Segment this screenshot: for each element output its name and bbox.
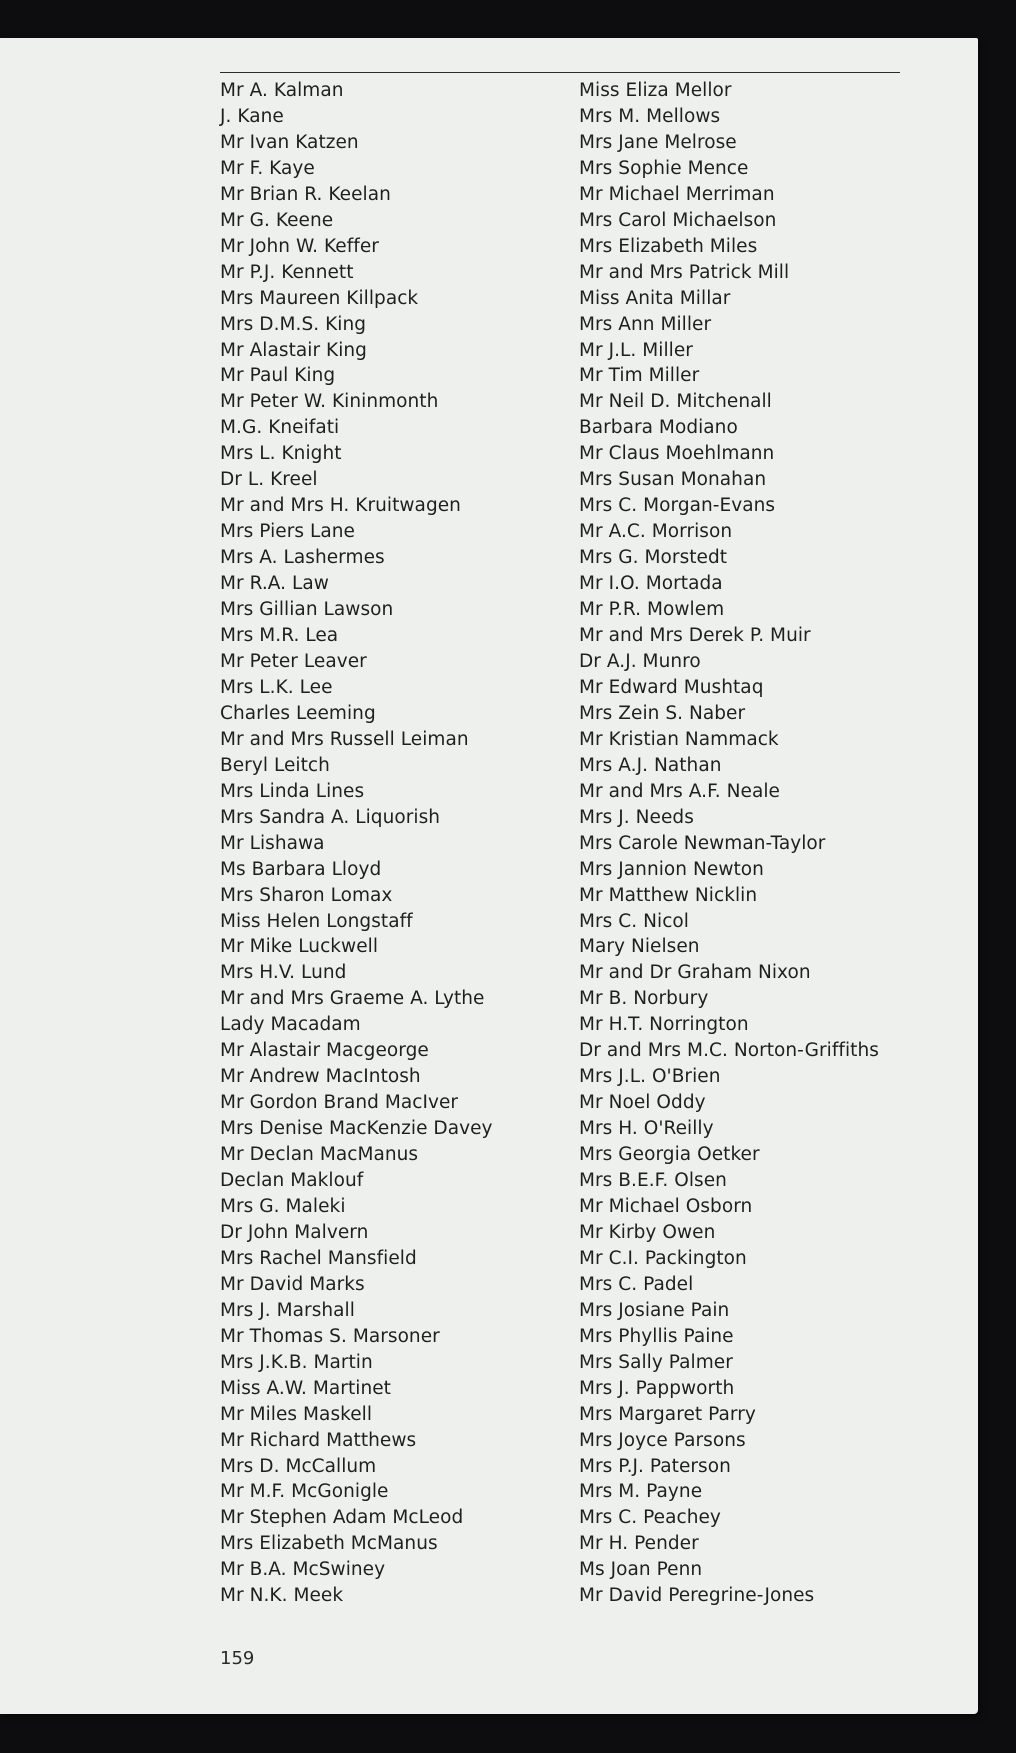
name-entry: Mrs Carol Michaelson xyxy=(579,209,777,231)
name-entry: Ms Joan Penn xyxy=(579,1559,703,1581)
name-entry: Mrs J. Needs xyxy=(579,806,694,828)
name-entry: Mrs Maureen Killpack xyxy=(220,287,419,309)
name-entry: Mr and Mrs Patrick Mill xyxy=(579,261,790,283)
name-entry: Lady Macadam xyxy=(220,1014,361,1036)
name-entry: Mr Brian R. Keelan xyxy=(220,183,391,205)
name-entry: M.G. Kneifati xyxy=(220,417,340,439)
name-entry: Beryl Leitch xyxy=(220,754,330,776)
name-entry: Mrs M.R. Lea xyxy=(220,625,339,647)
name-entry: Mr P.R. Mowlem xyxy=(579,599,725,621)
name-entry: Mr Michael Osborn xyxy=(579,1195,753,1217)
name-entry: Mr David Marks xyxy=(220,1273,365,1295)
name-entry: Mrs Elizabeth Miles xyxy=(579,235,758,257)
name-entry: Mr Neil D. Mitchenall xyxy=(579,391,772,413)
name-entry: Mr Claus Moehlmann xyxy=(579,443,775,465)
name-entry: Mrs H. O'Reilly xyxy=(579,1118,714,1140)
name-entry: Mr Lishawa xyxy=(220,832,325,854)
name-entry: Mr Mike Luckwell xyxy=(220,936,379,958)
name-entry: Mrs Carole Newman-Taylor xyxy=(579,832,826,854)
name-entry: Dr A.J. Munro xyxy=(579,650,701,672)
name-entry: Miss A.W. Martinet xyxy=(220,1377,391,1399)
name-entry: Mrs M. Payne xyxy=(579,1481,703,1503)
name-entry: Mr and Mrs Graeme A. Lythe xyxy=(220,988,485,1010)
name-entry: Mrs H.V. Lund xyxy=(220,962,347,984)
name-entry: Mr and Mrs H. Kruitwagen xyxy=(220,495,461,517)
name-entry: Mr M.F. McGonigle xyxy=(220,1481,389,1503)
name-entry: Mr Michael Merriman xyxy=(579,183,775,205)
name-entry: Mrs Linda Lines xyxy=(220,780,365,802)
name-entry: Mr Peter Leaver xyxy=(220,650,367,672)
name-entry: Mrs C. Morgan-Evans xyxy=(579,495,776,517)
name-entry: Mrs D. McCallum xyxy=(220,1455,377,1477)
right-name-column xyxy=(579,78,879,1609)
name-entry: Mr I.O. Mortada xyxy=(579,573,723,595)
name-entry: Mr David Peregrine-Jones xyxy=(579,1585,815,1607)
name-entry: Mrs Gillian Lawson xyxy=(220,599,394,621)
name-entry: Mr G. Keene xyxy=(220,209,334,231)
name-entry: Mr Stephen Adam McLeod xyxy=(220,1507,464,1529)
name-entry: Mr R.A. Law xyxy=(220,573,329,595)
name-entry: Mr A.C. Morrison xyxy=(579,521,733,543)
name-entry: Mrs Jane Melrose xyxy=(579,131,737,153)
header-rule xyxy=(220,72,900,73)
name-entry: Mrs J.L. O'Brien xyxy=(579,1066,721,1088)
name-entry: Mrs L. Knight xyxy=(220,443,342,465)
name-entry: Mrs Jannion Newton xyxy=(579,858,764,880)
name-entry: Mr Paul King xyxy=(220,365,336,387)
name-entry: Charles Leeming xyxy=(220,702,376,724)
name-entry: Mrs Margaret Parry xyxy=(579,1403,756,1425)
name-entry: Mr B. Norbury xyxy=(579,988,709,1010)
name-entry: Mr J.L. Miller xyxy=(579,339,693,361)
name-entry: Mr Richard Matthews xyxy=(220,1429,417,1451)
name-entry: Mrs Sharon Lomax xyxy=(220,884,393,906)
name-entry: Dr and Mrs M.C. Norton-Griffiths xyxy=(579,1040,879,1062)
name-entry: Mr Peter W. Kininmonth xyxy=(220,391,439,413)
name-entry: Mrs Sally Palmer xyxy=(579,1351,733,1373)
name-entry: Mr Gordon Brand MacIver xyxy=(220,1092,459,1114)
name-entry: Mrs Rachel Mansfield xyxy=(220,1247,417,1269)
name-entry: Mr Alastair King xyxy=(220,339,367,361)
name-entry: Mr Thomas S. Marsoner xyxy=(220,1325,440,1347)
name-entry: Mr P.J. Kennett xyxy=(220,261,354,283)
name-entry: Mr Edward Mushtaq xyxy=(579,676,764,698)
name-entry: J. Kane xyxy=(220,105,284,127)
name-entry: Mrs Josiane Pain xyxy=(579,1299,730,1321)
name-entry: Declan Maklouf xyxy=(220,1170,364,1192)
name-entry: Miss Eliza Mellor xyxy=(579,80,732,101)
name-entry: Mr Alastair Macgeorge xyxy=(220,1040,429,1062)
name-entry: Mr and Mrs Derek P. Muir xyxy=(579,625,811,647)
name-entry: Mrs Susan Monahan xyxy=(579,469,767,491)
name-entry: Mrs C. Nicol xyxy=(579,910,689,932)
name-entry: Mr H.T. Norrington xyxy=(579,1014,749,1036)
name-entry: Mr Tim Miller xyxy=(579,365,700,387)
name-entry: Mrs A. Lashermes xyxy=(220,547,385,569)
name-entry: Miss Helen Longstaff xyxy=(220,910,413,932)
name-entry: Mrs P.J. Paterson xyxy=(579,1455,731,1477)
left-name-column xyxy=(220,78,493,1609)
name-entry: Mrs Piers Lane xyxy=(220,521,355,543)
name-entry: Ms Barbara Lloyd xyxy=(220,858,382,880)
name-entry: Mr F. Kaye xyxy=(220,157,315,179)
name-entry: Dr John Malvern xyxy=(220,1221,369,1243)
name-entry: Mr Ivan Katzen xyxy=(220,131,359,153)
name-entry: Mrs J. Pappworth xyxy=(579,1377,735,1399)
name-entry: Mrs J. Marshall xyxy=(220,1299,355,1321)
name-entry: Mrs Georgia Oetker xyxy=(579,1144,760,1166)
name-entry: Mr and Mrs A.F. Neale xyxy=(579,780,780,802)
name-entry: Mrs Elizabeth McManus xyxy=(220,1533,438,1555)
name-entry: Mr C.I. Packington xyxy=(579,1247,747,1269)
name-entry: Mrs J.K.B. Martin xyxy=(220,1351,373,1373)
page-number: 159 xyxy=(220,1648,255,1669)
name-entry: Mrs L.K. Lee xyxy=(220,676,333,698)
name-entry: Mr and Mrs Russell Leiman xyxy=(220,728,469,750)
name-entry: Mrs A.J. Nathan xyxy=(579,754,722,776)
name-entry: Mrs B.E.F. Olsen xyxy=(579,1170,727,1192)
name-entry: Mrs Phyllis Paine xyxy=(579,1325,734,1347)
name-entry: Mr Miles Maskell xyxy=(220,1403,373,1425)
name-entry: Mr Matthew Nicklin xyxy=(579,884,758,906)
name-entry: Mr Kirby Owen xyxy=(579,1221,716,1243)
name-entry: Mrs G. Morstedt xyxy=(579,547,728,569)
name-entry: Mrs G. Maleki xyxy=(220,1195,346,1217)
name-entry: Mary Nielsen xyxy=(579,936,700,958)
name-entry: Mr John W. Keffer xyxy=(220,235,379,257)
name-entry: Mr Declan MacManus xyxy=(220,1144,419,1166)
name-entry: Mrs Denise MacKenzie Davey xyxy=(220,1118,493,1140)
name-entry: Mr Noel Oddy xyxy=(579,1092,706,1114)
name-entry: Mrs D.M.S. King xyxy=(220,313,367,335)
name-entry: Mrs Sophie Mence xyxy=(579,157,749,179)
name-entry: Mrs C. Peachey xyxy=(579,1507,721,1529)
document-page xyxy=(0,38,978,1714)
name-entry: Mrs Joyce Parsons xyxy=(579,1429,746,1451)
name-entry: Mr Andrew MacIntosh xyxy=(220,1066,421,1088)
name-entry: Mr B.A. McSwiney xyxy=(220,1559,386,1581)
name-entry: Miss Anita Millar xyxy=(579,287,731,309)
name-entry: Mrs Zein S. Naber xyxy=(579,702,746,724)
name-entry: Dr L. Kreel xyxy=(220,469,318,491)
name-entry: Mr Kristian Nammack xyxy=(579,728,779,750)
name-entry: Mr H. Pender xyxy=(579,1533,699,1555)
name-entry: Barbara Modiano xyxy=(579,417,738,439)
name-entry: Mrs Ann Miller xyxy=(579,313,712,335)
name-entry: Mr A. Kalman xyxy=(220,80,344,101)
name-entry: Mrs M. Mellows xyxy=(579,105,721,127)
name-entry: Mr and Dr Graham Nixon xyxy=(579,962,811,984)
name-entry: Mr N.K. Meek xyxy=(220,1585,344,1607)
name-entry: Mrs C. Padel xyxy=(579,1273,694,1295)
name-entry: Mrs Sandra A. Liquorish xyxy=(220,806,441,828)
